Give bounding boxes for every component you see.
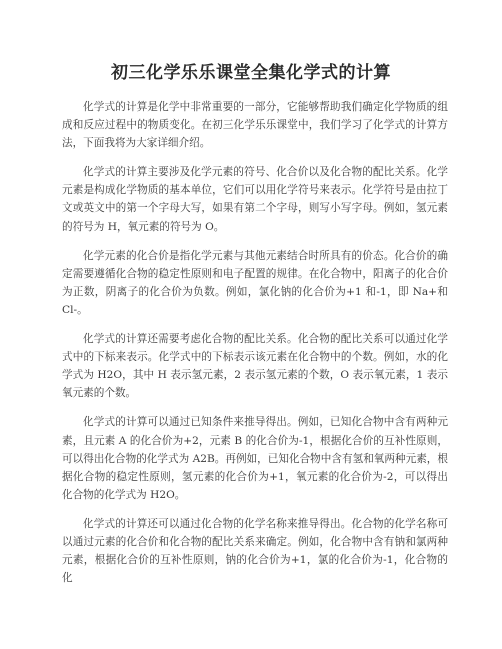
paragraph-2: 化学式的计算主要涉及化学元素的符号、化合价以及化合物的配比关系。化学元素是构成化学物质的基本单位，它们可以用化学符号来表示。化学符号是由拉丁文或英文中的第一个字母大写，如果有第二个字母，则写小写字母。例如，氢元素的符号为 H，氧元素的符号为 O。 — [62, 166, 448, 233]
paragraph-4: 化学式的计算还需要考虑化合物的配比关系。化合物的配比关系可以通过化学式中的下标来表示。化学式中的下标表示该元素在化合物中的个数。例如，水的化学式为 H2O，其中 H 表示氢元素，2 表示氢元素的个数，O 表示氧元素，1 表示氧元素的个数。 — [62, 333, 448, 400]
document-body — [62, 98, 448, 598]
document-title: 初三化学乐乐课堂全集化学式的计算 — [111, 63, 391, 83]
paragraph-3: 化学元素的化合价是指化学元素与其他元素结合时所具有的价态。化合价的确定需要遵循化合物的稳定性原则和电子配置的规律。在化合物中，阳离子的化合价为正数，阴离子的化合价为负数。例如，氯化钠的化合价为+1 和-1，即 Na+和 Cl-。 — [62, 249, 448, 316]
paragraph-6: 化学式的计算还可以通过化合物的化学名称来推导得出。化合物的化学名称可以通过元素的化合价和化合物的配比关系来确定。例如，化合物中含有钠和氯两种元素，根据化合价的互补性原则，钠的化合价为+1，氯的化合价为-1，化合物的化 — [62, 517, 448, 585]
paragraph-1: 化学式的计算是化学中非常重要的一部分，它能够帮助我们确定化学物质的组成和反应过程中的物质变化。在初三化学乐乐课堂中，我们学习了化学式的计算方法，下面我将为大家详细介绍。 — [62, 101, 448, 150]
paragraph-5: 化学式的计算可以通过已知条件来推导得出。例如，已知化合物中含有两种元素，且元素 A 的化合价为+2，元素 B 的化合价为-1，根据化合价的互补性原则，可以得出化合物的化学式为 A2B。再例如，已知化合物中含有氢和氧两种元素，根据化合物的稳定性原则，氢元素的化合价为+1，氧元素的化合价为-2，可以得出化合物的化学式为 H2O。 — [62, 416, 448, 501]
